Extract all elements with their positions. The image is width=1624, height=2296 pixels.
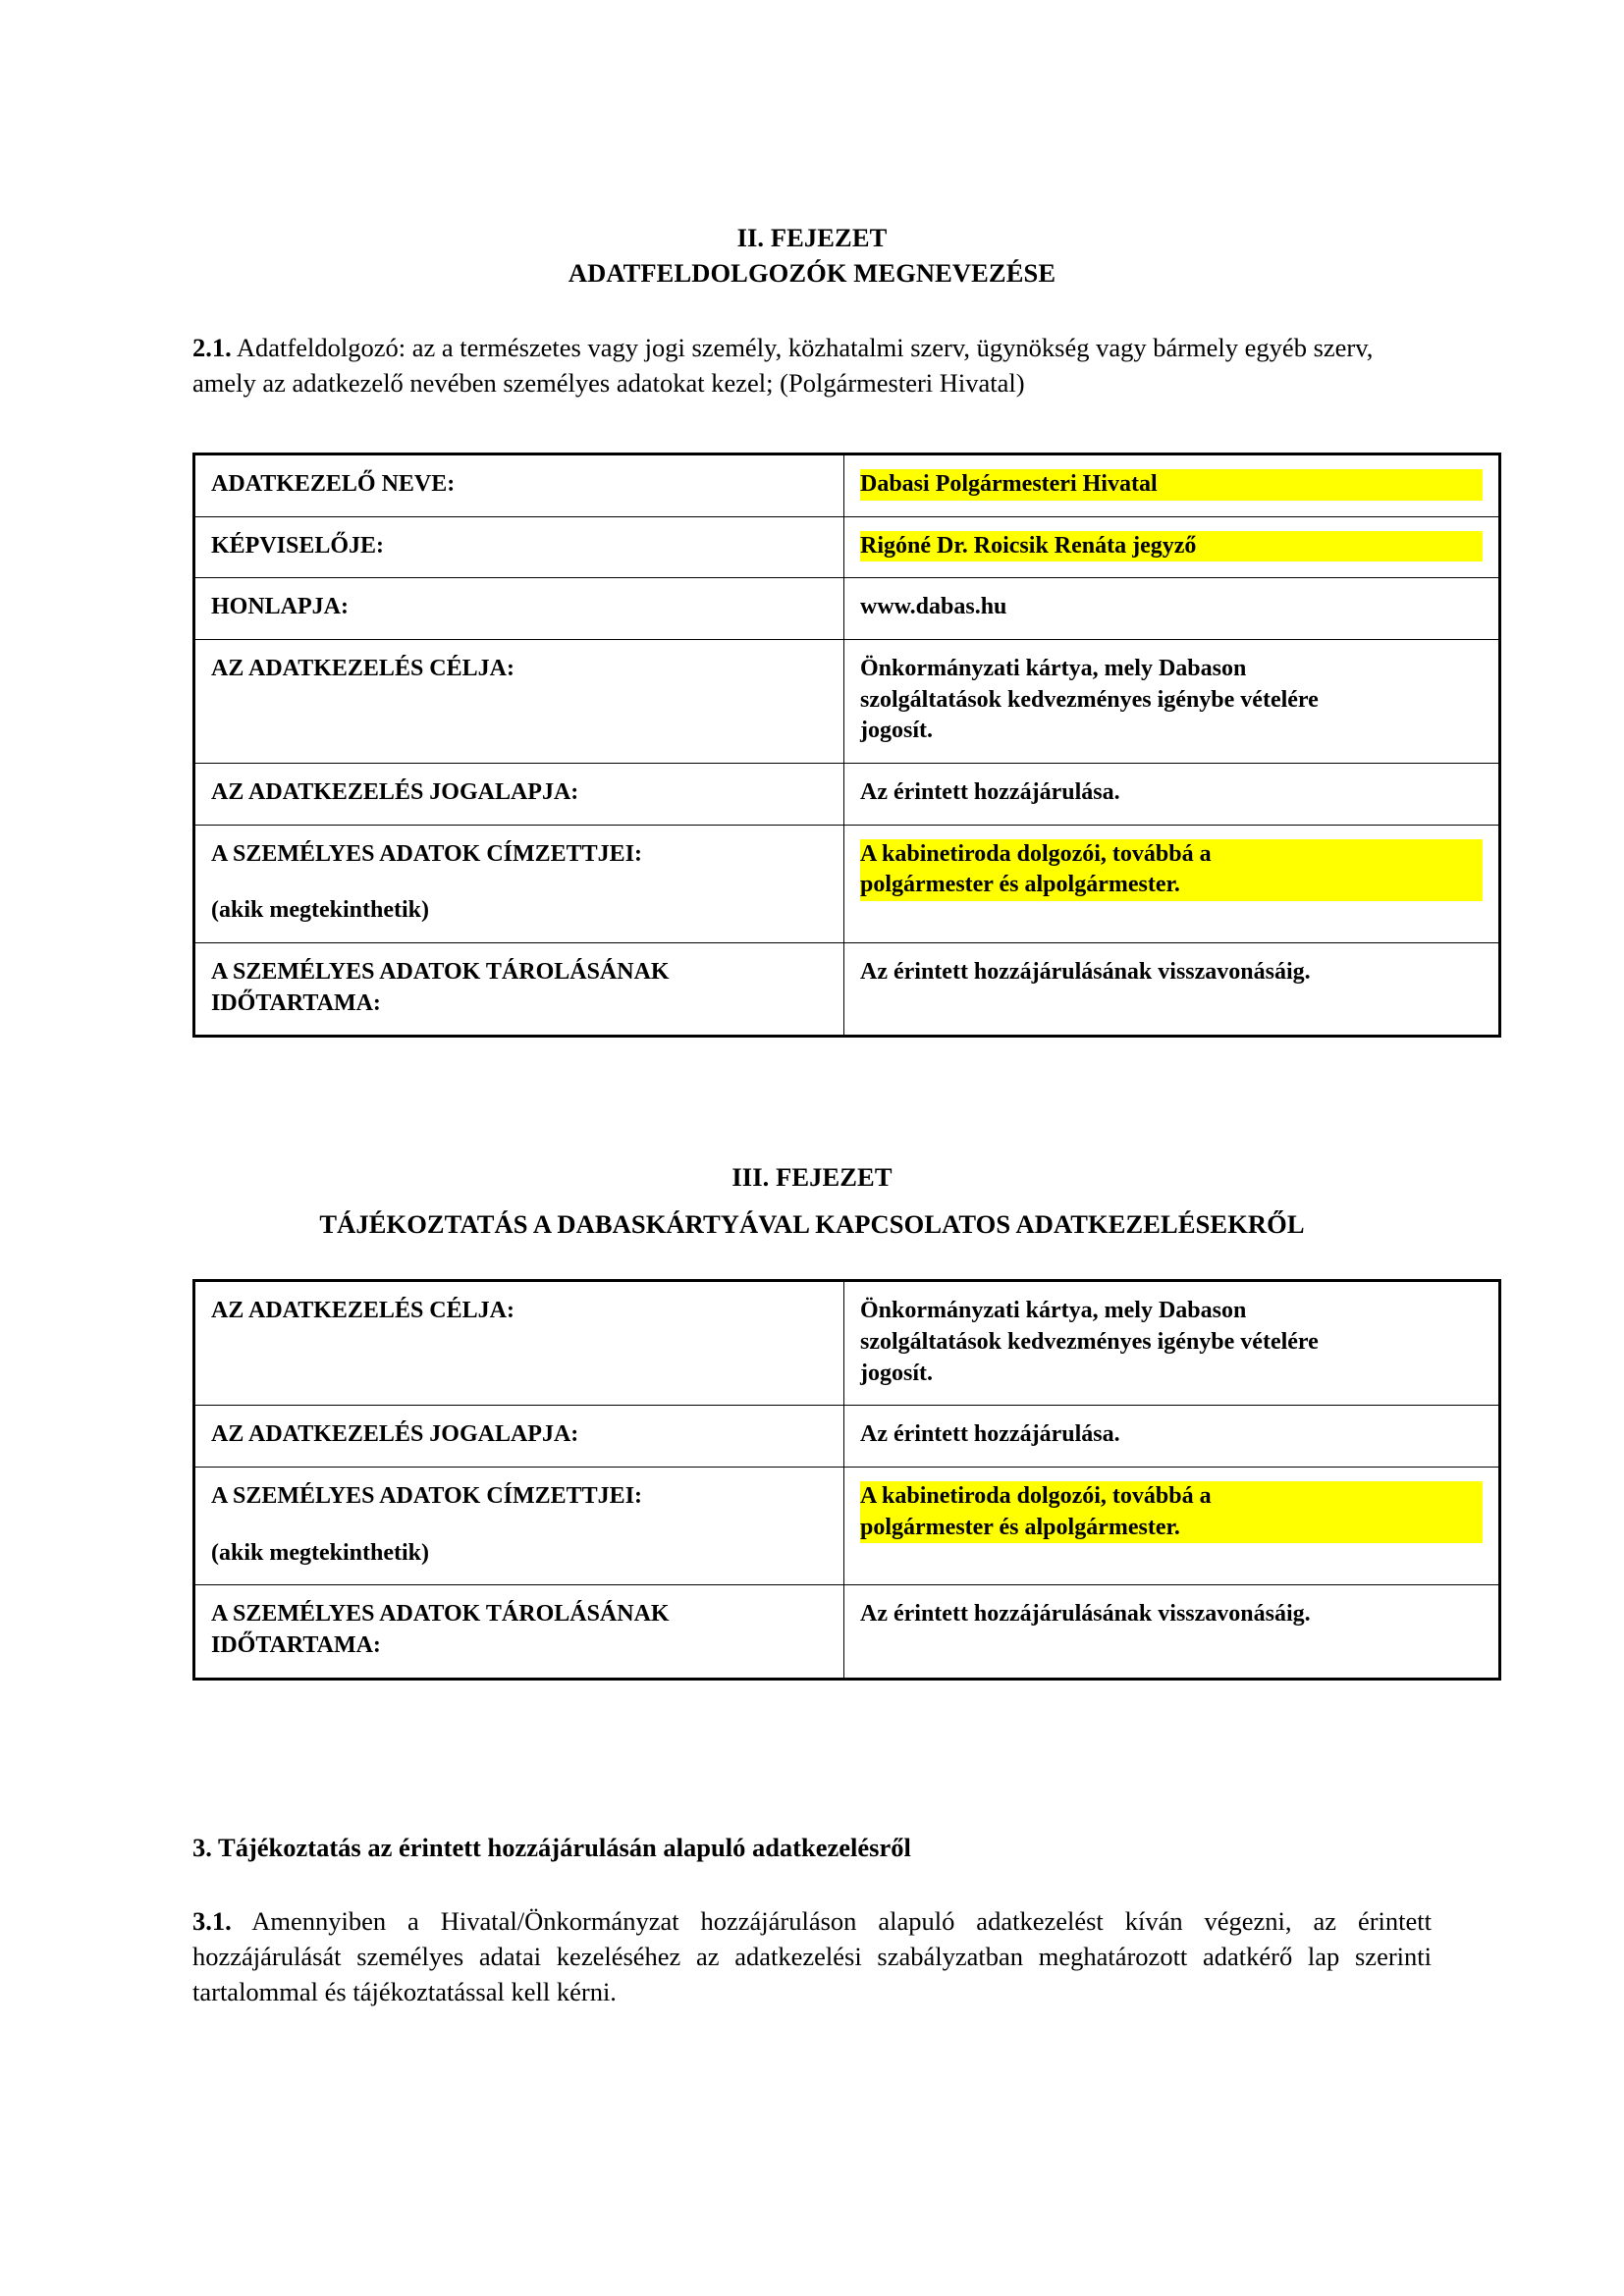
table1-row0-value [844, 454, 1500, 517]
table1-row1-value [844, 516, 1500, 578]
table1-row4-value [844, 764, 1500, 826]
dabaskartya-table [192, 1279, 1501, 1680]
value-line: polgármester és alpolgármester. [860, 870, 1483, 901]
chapter-3-heading [192, 1160, 1432, 1242]
table2-row3-label: A SZEMÉLYES ADATOK TÁROLÁSÁNAK IDŐTARTAMA: [194, 1585, 844, 1679]
table-row [194, 578, 1500, 640]
table1-row2-label: HONLAPJA: [194, 578, 844, 640]
page-content [192, 0, 1432, 2009]
table-row [194, 1585, 1500, 1679]
value-line: polgármester és alpolgármester. [860, 1513, 1483, 1544]
table1-row2-value [844, 578, 1500, 640]
table-row [194, 1281, 1500, 1406]
table-row [194, 943, 1500, 1037]
table-row [194, 516, 1500, 578]
table-row [194, 640, 1500, 764]
table2-row3-value [844, 1585, 1500, 1679]
table1-row0-label: ADATKEZELŐ NEVE: [194, 454, 844, 517]
table1-row3-value [844, 640, 1500, 764]
value-line: Az érintett hozzájárulásának visszavonásáig. [860, 1601, 1311, 1628]
label-sub: (akik megtekinthetik) [211, 897, 429, 924]
section-3-heading: 3. Tájékoztatás az érintett hozzájárulásán alapuló adatkezelésről [192, 1832, 911, 1862]
chapter-3-title: TÁJÉKOZTATÁS A DABASKÁRTYÁVAL KAPCSOLATOS ADATKEZELÉSEKRŐL [319, 1208, 1305, 1239]
table1-row3-label: AZ ADATKEZELÉS CÉLJA: [194, 640, 844, 764]
table2-row0-label: AZ ADATKEZELÉS CÉLJA: [194, 1281, 844, 1406]
table2-row1-label: AZ ADATKEZELÉS JOGALAPJA: [194, 1406, 844, 1468]
value-line: Dabasi Polgármesteri Hivatal [860, 469, 1483, 501]
table-row [194, 1468, 1500, 1585]
table2-row2-label [194, 1468, 844, 1585]
table-row [194, 825, 1500, 942]
chapter-3-number: III. FEJEZET [731, 1162, 893, 1193]
value-line: www.dabas.hu [860, 594, 1007, 620]
data-controller-table [192, 453, 1501, 1038]
paragraph-2-1-number: 2.1. [192, 333, 232, 362]
table1-row6-value [844, 943, 1500, 1037]
table-row [194, 1406, 1500, 1468]
table2-row0-value [844, 1281, 1500, 1406]
value-line: Az érintett hozzájárulása. [860, 779, 1120, 806]
value-line: szolgáltatások kedvezményes igénybe vételére [860, 686, 1319, 713]
table1-row6-label: A SZEMÉLYES ADATOK TÁROLÁSÁNAK IDŐTARTAMA: [194, 943, 844, 1037]
table2-row2-value [844, 1468, 1500, 1585]
value-line: szolgáltatások kedvezményes igénybe vételére [860, 1329, 1319, 1356]
paragraph-2-1-text: Adatfeldolgozó: az a természetes vagy jogi személy, közhatalmi szerv, ügynökség vagy bármely egyéb szerv, amely az adatkezelő nevében személyes adatokat kezel; (Polgármesteri Hivatal) [192, 333, 1374, 399]
paragraph-2-1 [192, 330, 1432, 400]
label-sub: (akik megtekinthetik) [211, 1539, 429, 1566]
value-line: jogosít. [860, 1360, 933, 1386]
label-main: A SZEMÉLYES ADATOK CÍMZETTJEI: [211, 840, 643, 867]
value-line: Rigóné Dr. Roicsik Renáta jegyző [860, 531, 1483, 562]
value-line: Önkormányzati kártya, mely Dabason [860, 1298, 1247, 1324]
table1-row1-label: KÉPVISELŐJE: [194, 516, 844, 578]
paragraph-3-1 [192, 1903, 1432, 2009]
table1-row5-value [844, 825, 1500, 942]
chapter-2-number: II. FEJEZET [736, 223, 888, 252]
value-line: Az érintett hozzájárulásának visszavonásáig. [860, 959, 1311, 986]
value-line: A kabinetiroda dolgozói, továbbá a [860, 839, 1483, 871]
table2-row1-value [844, 1406, 1500, 1468]
table1-row4-label: AZ ADATKEZELÉS JOGALAPJA: [194, 764, 844, 826]
value-line: A kabinetiroda dolgozói, továbbá a [860, 1481, 1483, 1513]
paragraph-3-1-number: 3.1. [192, 1905, 232, 1936]
value-line: jogosít. [860, 718, 933, 744]
table1-row5-label [194, 825, 844, 942]
chapter-2-heading [192, 221, 1432, 291]
value-line: Önkormányzati kártya, mely Dabason [860, 656, 1247, 682]
paragraph-3-1-text: Amennyiben a Hivatal/Önkormányzat hozzájáruláson alapuló adatkezelést kíván végezni, az érintett hozzájárulását személyes adatai kezeléséhez az adatkezelési szabályzatban meghatározott adatkérő lap szerinti tartalommal és tájékoztatással kell kérni. [192, 1905, 1432, 2006]
table-row [194, 454, 1500, 517]
value-line: Az érintett hozzájárulása. [860, 1421, 1120, 1448]
table-row [194, 764, 1500, 826]
chapter-2-title: ADATFELDOLGOZÓK MEGNEVEZÉSE [568, 257, 1056, 288]
label-main: A SZEMÉLYES ADATOK CÍMZETTJEI: [211, 1483, 643, 1510]
